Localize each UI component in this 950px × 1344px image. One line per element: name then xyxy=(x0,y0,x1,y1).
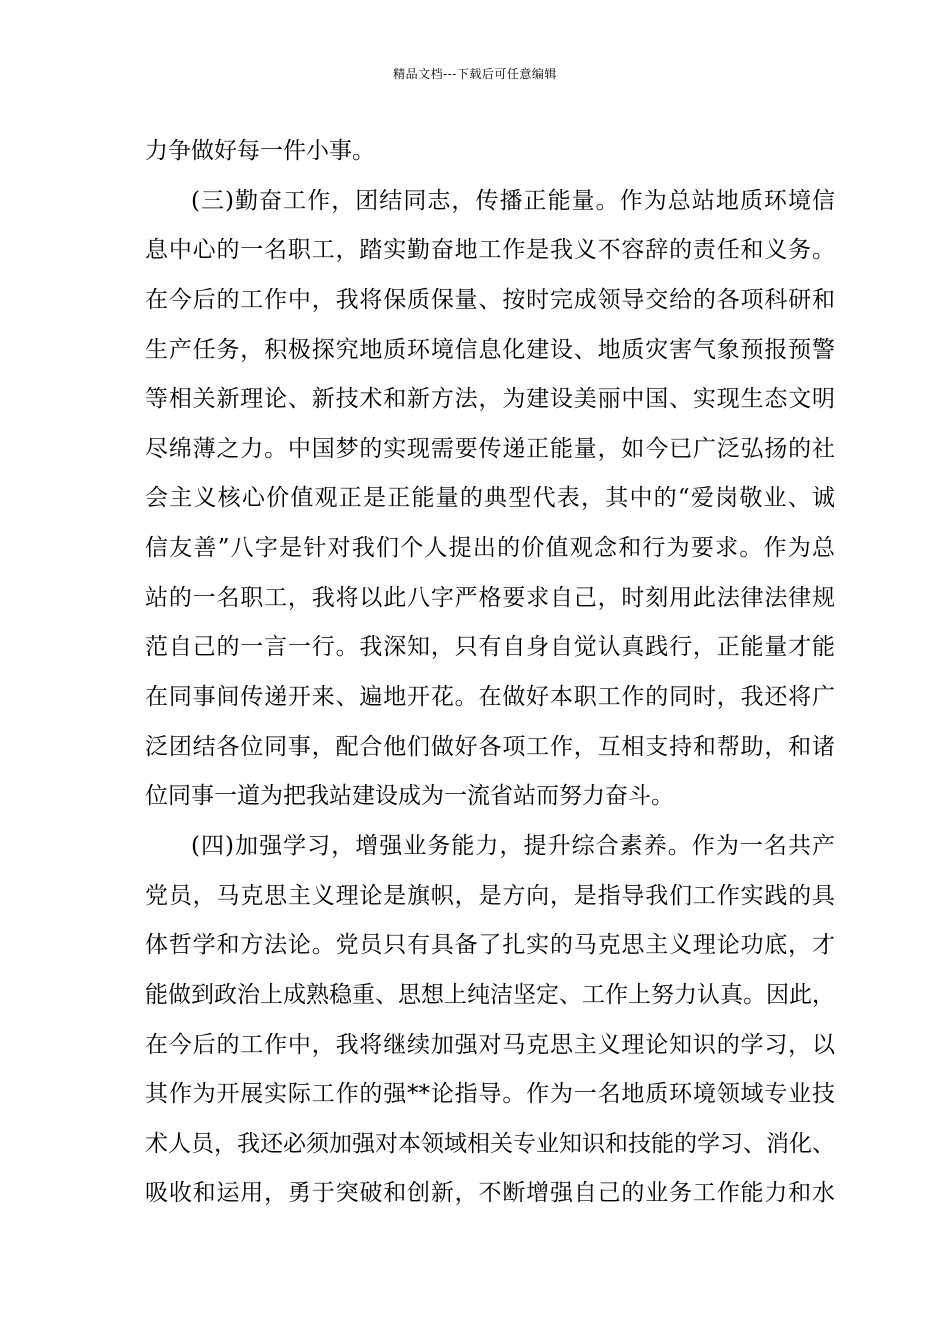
text-line: 站的一名职工，我将以此八字严格要求自己，时刻用此法律法律规 xyxy=(145,584,835,611)
text-line: 范自己的一言一行。我深知，只有自身自觉认真践行，正能量才能 xyxy=(145,634,835,661)
paragraph-last-line: 位同事一道为把我站建设成为一流省站而努力奋斗。 xyxy=(145,783,674,810)
text-line: 尽绵薄之力。中国梦的实现需要传递正能量，如今已广泛弘扬的社 xyxy=(145,435,835,462)
text-line: 体哲学和方法论。党员只有具备了扎实的马克思主义理论功底，才 xyxy=(145,932,835,959)
document-body xyxy=(145,127,835,1219)
text-line: 信友善”八字是针对我们个人提出的价值观念和行为要求。作为总 xyxy=(145,535,835,562)
text-line: 力争做好每一件小事。 xyxy=(145,138,375,164)
page-header: 精品文档---下载后可任意编辑 xyxy=(393,67,557,81)
text-line: 泛团结各位同事，配合他们做好各项工作，互相支持和帮助，和诸 xyxy=(145,733,835,760)
paragraph-first-line: (四)加强学习，增强业务能力，提升综合素养。作为一名共产 xyxy=(191,832,835,859)
text-line: 生产任务，积极探究地质环境信息化建设、地质灾害气象预报预警 xyxy=(145,336,835,363)
text-line: 党员，马克思主义理论是旗帜，是方向，是指导我们工作实践的具 xyxy=(145,882,835,909)
text-line: 吸收和运用，勇于突破和创新，不断增强自己的业务工作能力和水 xyxy=(145,1180,835,1207)
text-line: 术人员，我还必须加强对本领域相关专业知识和技能的学习、消化、 xyxy=(145,1130,835,1157)
text-line: 在今后的工作中，我将保质保量、按时完成领导交给的各项科研和 xyxy=(145,286,835,313)
text-line: 等相关新理论、新技术和新方法，为建设美丽中国、实现生态文明 xyxy=(145,386,835,413)
text-line: 能做到政治上成熟稳重、思想上纯洁坚定、工作上努力认真。因此， xyxy=(145,981,835,1008)
text-line: 会主义核心价值观正是正能量的典型代表，其中的“爱岗敬业、诚 xyxy=(145,485,835,512)
text-line: 其作为开展实际工作的强**论指导。作为一名地质环境领域专业技 xyxy=(145,1081,835,1108)
text-line: 息中心的一名职工，踏实勤奋地工作是我义不容辞的责任和义务。 xyxy=(145,237,835,264)
paragraph-first-line: (三)勤奋工作，团结同志，传播正能量。作为总站地质环境信 xyxy=(191,187,835,214)
text-line: 在今后的工作中，我将继续加强对马克思主义理论知识的学习，以 xyxy=(145,1031,835,1058)
text-line: 在同事间传递开来、遍地开花。在做好本职工作的同时，我还将广 xyxy=(145,684,835,711)
